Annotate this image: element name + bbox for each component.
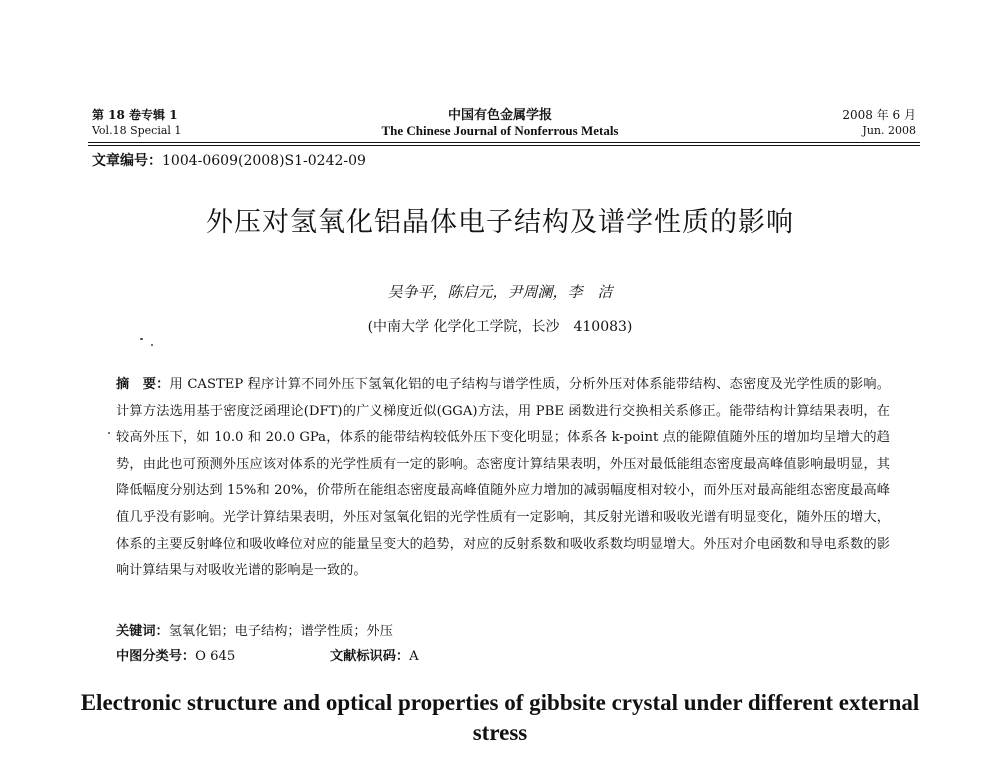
- keywords-label: 关键词：: [116, 624, 169, 639]
- clc-number: [116, 645, 235, 664]
- clc-label: 中图分类号：: [116, 649, 196, 664]
- clc-value: O 645: [195, 649, 236, 664]
- scan-speck: [151, 344, 153, 346]
- document-code-label: 文献标识码：: [330, 649, 410, 664]
- journal-name-cn: 中国有色金属学报: [447, 108, 552, 123]
- issue-date-en: Jun. 2008: [862, 124, 916, 137]
- volume-en: Vol.18 Special 1: [92, 124, 182, 137]
- keywords-text: 氢氧化铝；电子结构；谱学性质；外压: [168, 624, 393, 639]
- scan-speck: [108, 432, 110, 434]
- header-rule-thin: [88, 145, 920, 146]
- scan-speck: [140, 338, 143, 340]
- header-rule-thick: [88, 142, 920, 143]
- article-number-label: 文章编号：: [92, 153, 162, 169]
- keywords: [116, 620, 393, 639]
- issue-date-cn: 2008 年 6 月: [842, 108, 916, 122]
- paper-title-en: Electronic structure and optical properties of gibbsite crystal under different external stress: [80, 690, 920, 745]
- volume-cn: 第 18 卷专辑 1: [92, 108, 178, 122]
- author-list: 吴争平，陈启元，尹周澜，李 洁: [387, 283, 613, 301]
- abstract: [116, 372, 890, 585]
- affiliation: (中南大学 化学化工学院，长沙 410083): [367, 319, 633, 335]
- abstract-label: 摘 要：: [116, 377, 170, 392]
- article-number: [92, 150, 366, 170]
- paper-title-cn: 外压对氢氧化铝晶体电子结构及谱学性质的影响: [206, 207, 794, 238]
- journal-name-en: The Chinese Journal of Nonferrous Metals: [381, 123, 619, 138]
- article-number-value: 1004-0609(2008)S1-0242-09: [162, 153, 366, 169]
- abstract-text: 用 CASTEP 程序计算不同外压下氢氧化铝的电子结构与谱学性质，分析外压对体系能带结构、态密度及光学性质的影响。计算方法选用基于密度泛函理论(DFT)的广义梯度近似(GGA)方法，用 PBE 函数进行交换相关系修正。能带结构计算结果表明，在较高外压下，如 10.0 和 20.0 GPa，体系的能带结构较低外压下变化明显；体系各 k-point 点的能隙值随外压的增加均呈增大的趋势，由此也可预测外压应该对体系的光学性质有一定的影响。态密度计算结果表明，外压对最低能组态密度最高峰值影响最明显，其降低幅度分别达到 15%和 20%，价带所在能组态密度最高峰值随外应力增加的减弱幅度相对较小，而外压对最高能组态密度最高峰值几乎没有影响。光学计算结果表明，外压对氢氧化铝的光学性质有一定影响，其反射光谱和吸收光谱有明显变化，随外压的增大，体系的主要反射峰位和吸收峰位对应的能量呈变大的趋势，对应的反射系数和吸收系数均明显增大。外压对介电函数和导电系数的影响计算结果与对吸收光谱的影响是一致的。: [116, 377, 890, 579]
- document-code: [330, 645, 419, 664]
- document-code-value: A: [409, 649, 419, 664]
